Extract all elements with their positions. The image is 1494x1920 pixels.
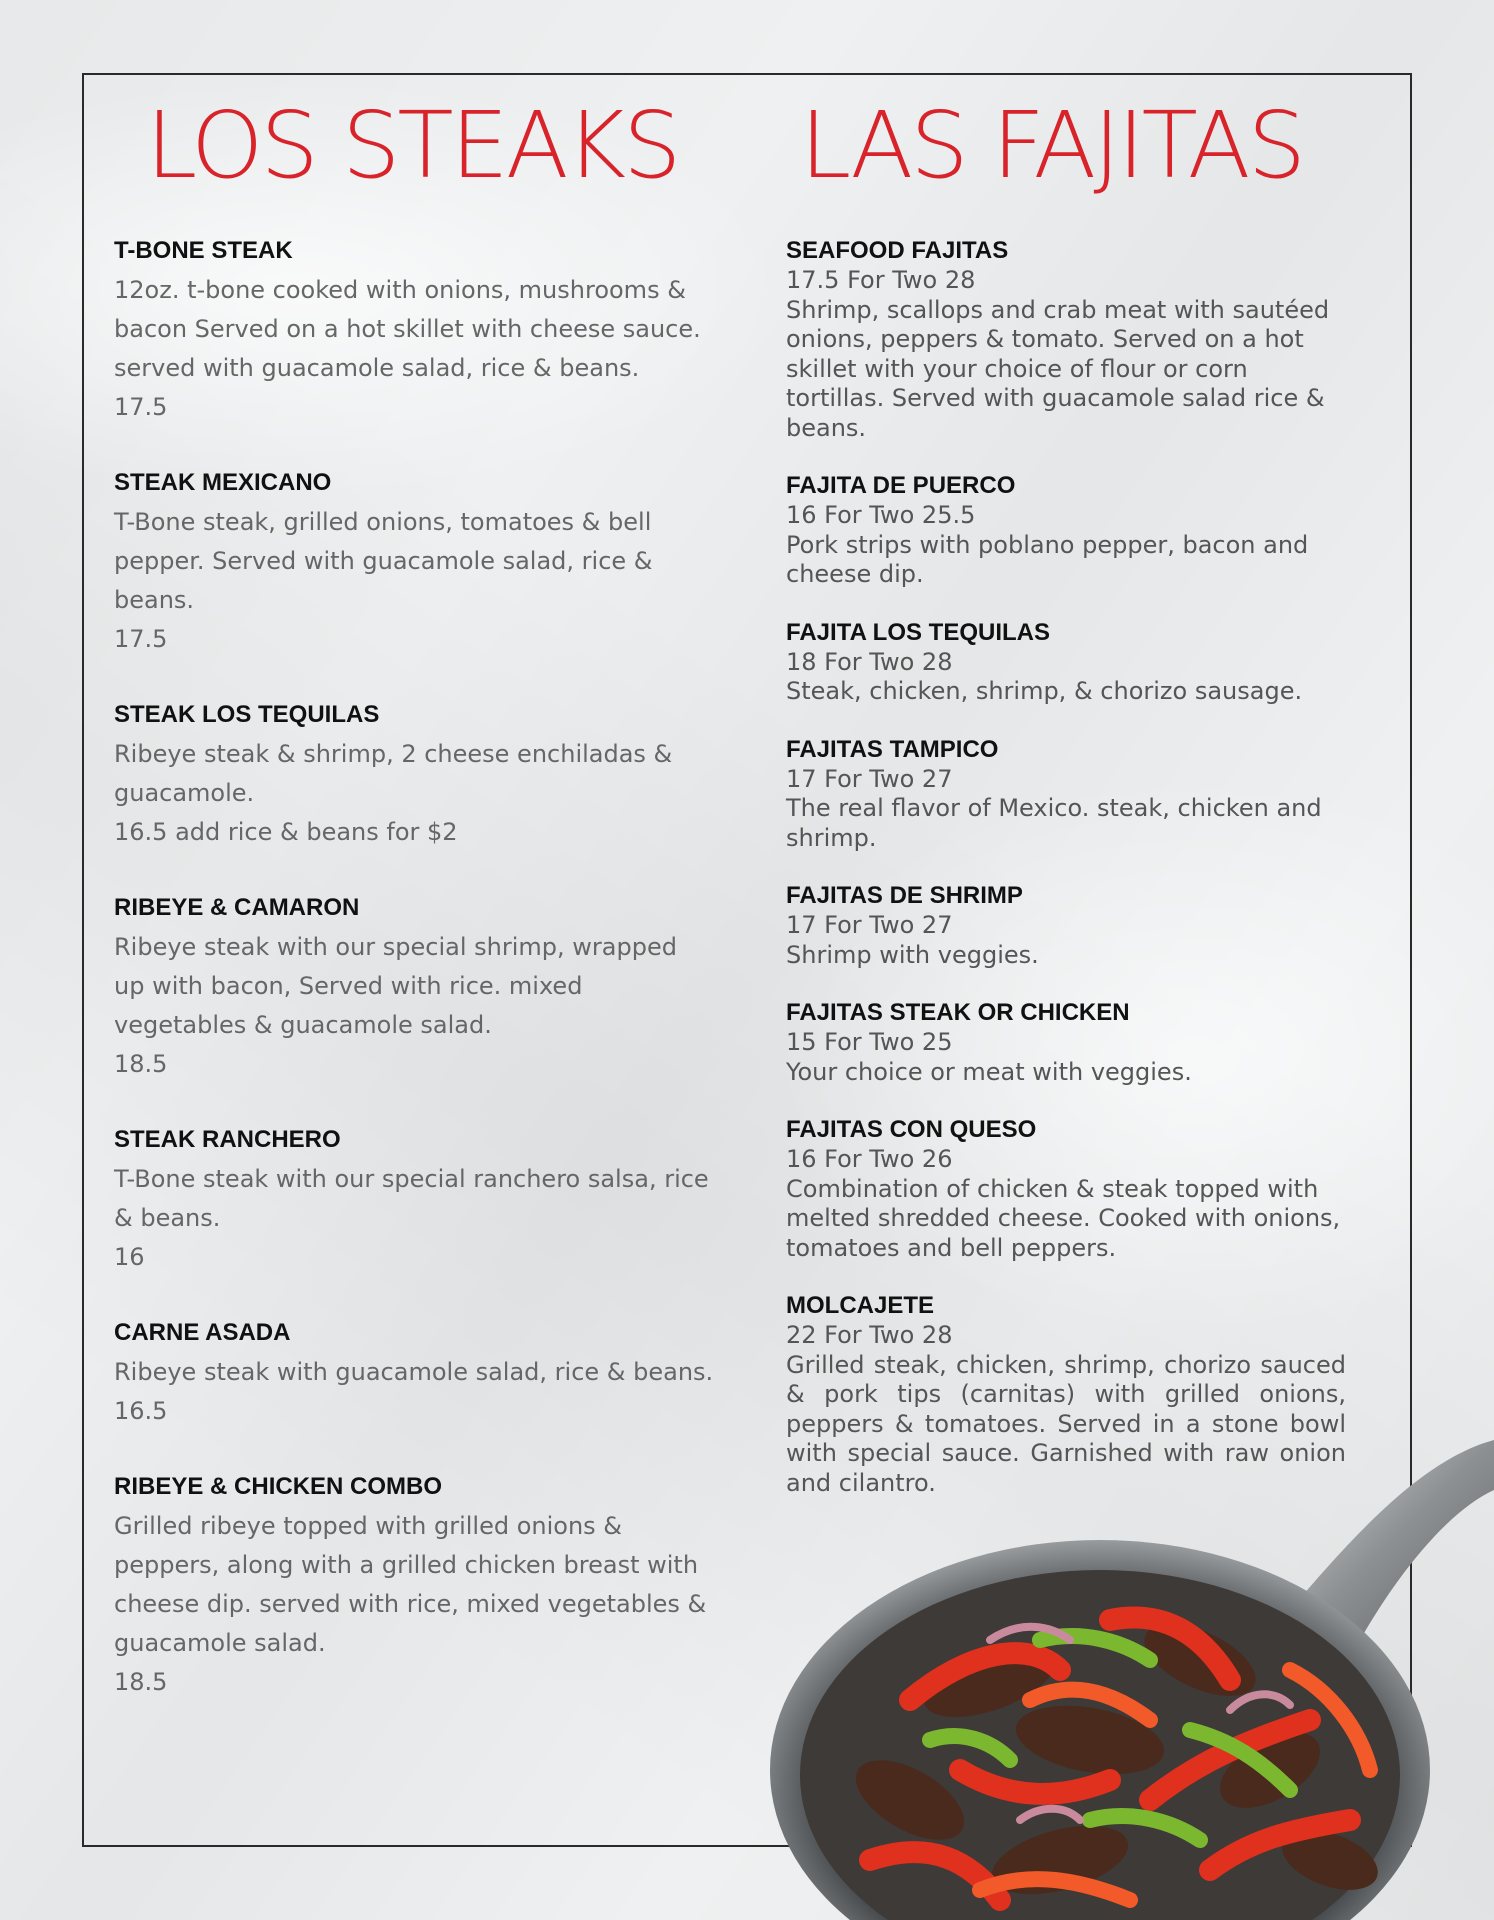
item-description: 12oz. t-bone cooked with onions, mushrooms & bacon Served on a hot skillet with cheese sauce. served with guacamole salad, rice & beans. (114, 276, 701, 382)
item-name: FAJITAS STEAK OR CHICKEN (786, 999, 1130, 1026)
item-price: 17.5 (114, 625, 168, 653)
item-name: FAJITAS DE SHRIMP (786, 882, 1023, 909)
item-description: The real flavor of Mexico. steak, chicken and shrimp. (786, 794, 1322, 852)
item-price: 16.5 (114, 1397, 168, 1425)
item-description: Grilled ribeye topped with grilled onions & peppers, along with a grilled chicken breast with cheese dip. served with rice, mixed vegetables & guacamole salad. (114, 1512, 707, 1657)
fajitas-column (786, 237, 1346, 1527)
item-price: 16 For Two 25.5 (786, 501, 976, 529)
item-name: STEAK MEXICANO (114, 469, 332, 496)
section-title-fajitas: LAS FAJITAS (800, 92, 1304, 199)
item-description: Ribeye steak & shrimp, 2 cheese enchiladas & guacamole. (114, 740, 673, 807)
item-name: CARNE ASADA (114, 1319, 291, 1346)
item-price: 16 (114, 1243, 145, 1271)
menu-item (786, 472, 1346, 590)
item-description: Ribeye steak with our special shrimp, wrapped up with bacon, Served with rice. mixed vegetables & guacamole salad. (114, 933, 677, 1039)
menu-item (786, 736, 1346, 854)
item-description: T-Bone steak with our special ranchero salsa, rice & beans. (114, 1165, 709, 1232)
item-description: Shrimp with veggies. (786, 940, 1039, 969)
menu-item (786, 1116, 1346, 1263)
item-price: 17 For Two 27 (786, 764, 953, 793)
item-price: 17.5 For Two 28 (786, 266, 976, 294)
menu-item (114, 1473, 714, 1702)
menu-item (114, 894, 714, 1084)
item-price: 17 For Two 27 (786, 911, 953, 939)
item-description: Pork strips with poblano pepper, bacon and cheese dip. (786, 530, 1309, 588)
item-name: MOLCAJETE (786, 1292, 935, 1319)
item-price: 18.5 (114, 1668, 168, 1696)
item-name: FAJITA DE PUERCO (786, 472, 1016, 499)
item-description: Combination of chicken & steak topped with melted shredded cheese. Cooked with onions, tomatoes and bell peppers. (786, 1174, 1341, 1262)
item-price: 18 For Two 28 (786, 647, 953, 676)
steaks-column (114, 237, 714, 1744)
fajita-skillet-image (730, 1440, 1494, 1920)
item-description: Your choice or meat with veggies. (786, 1057, 1192, 1086)
menu-item (786, 237, 1346, 443)
section-title-steaks: LOS STEAKS (146, 92, 679, 199)
item-name: RIBEYE & CAMARON (114, 894, 360, 921)
item-name: FAJITA LOS TEQUILAS (786, 618, 1051, 646)
item-price: 17.5 (114, 393, 168, 421)
item-name: RIBEYE & CHICKEN COMBO (114, 1473, 443, 1500)
item-price: 22 For Two 28 (786, 1321, 953, 1349)
menu-item (114, 1126, 714, 1277)
item-name: T-BONE STEAK (114, 237, 293, 264)
item-name: STEAK LOS TEQUILAS (114, 701, 380, 728)
menu-item (786, 882, 1346, 970)
menu-item (114, 701, 714, 852)
menu-item (114, 469, 714, 659)
item-description: T-Bone steak, grilled onions, tomatoes & bell pepper. Served with guacamole salad, rice & beans. (114, 508, 653, 614)
item-name: FAJITAS CON QUESO (786, 1116, 1037, 1143)
item-price: 15 For Two 25 (786, 1028, 953, 1056)
menu-item (786, 619, 1346, 707)
item-description: Steak, chicken, shrimp, & chorizo sausage. (786, 677, 1303, 705)
menu-item (114, 237, 714, 427)
item-description: Ribeye steak with guacamole salad, rice & beans. (114, 1358, 714, 1386)
menu-item (114, 1319, 714, 1431)
item-price: 16 For Two 26 (786, 1145, 953, 1173)
item-description: Grilled steak, chicken, shrimp, chorizo sauced & pork tips (carnitas) with grilled onions, peppers & tomatoes. Served in a stone bowl with special sauce. Garnished with raw onion and cilantro. (786, 1350, 1346, 1497)
item-name: STEAK RANCHERO (114, 1126, 341, 1153)
menu-item (786, 999, 1346, 1087)
item-name: FAJITAS TAMPICO (786, 735, 999, 763)
item-description: Shrimp, scallops and crab meat with sautéed onions, peppers & tomato. Served on a hot skillet with your choice of flour or corn tortillas. Served with guacamole salad rice & beans. (786, 295, 1330, 442)
item-price: 18.5 (114, 1050, 168, 1078)
item-price: 16.5 add rice & beans for $2 (114, 818, 458, 846)
item-name: SEAFOOD FAJITAS (786, 237, 1009, 264)
